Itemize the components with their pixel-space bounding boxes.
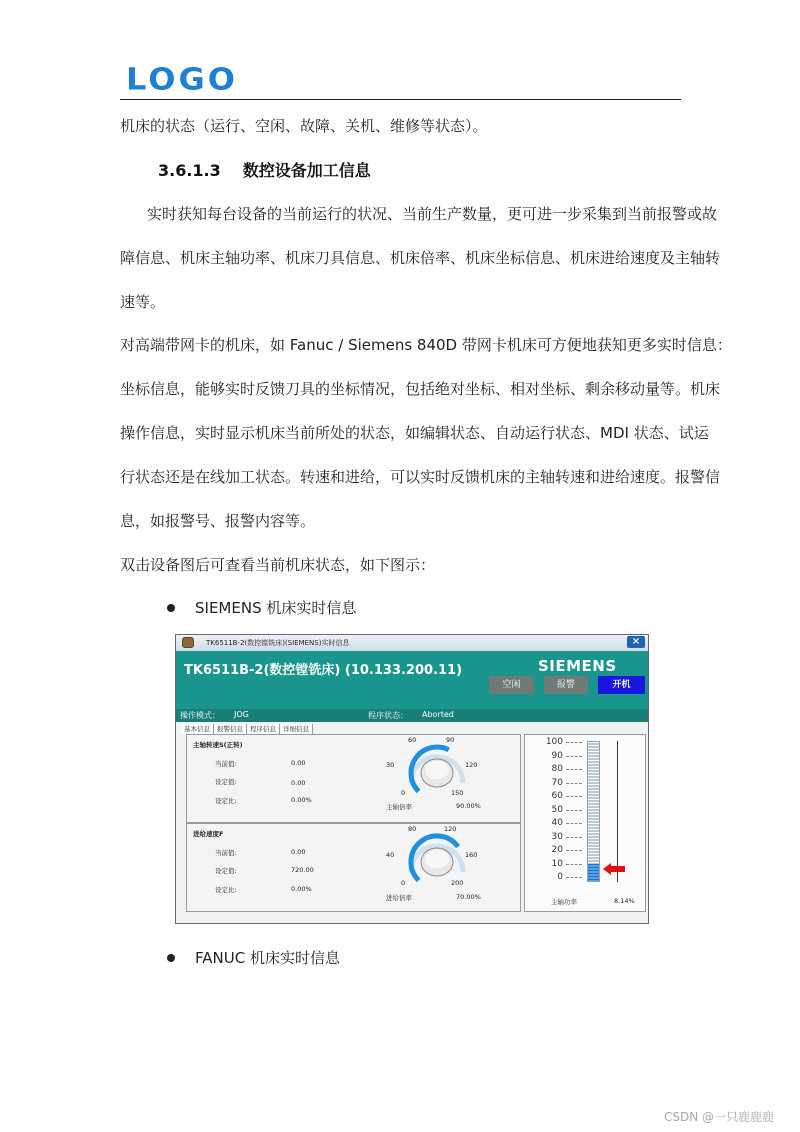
feed-set-value: 720.00: [291, 866, 314, 874]
feed-rate-value: 70.00%: [456, 893, 481, 901]
feed-ratio-label: 设定比:: [215, 886, 237, 894]
spindle-ratio-label: 设定比:: [215, 797, 237, 805]
tab-alarm[interactable]: 报警信息: [214, 724, 247, 734]
feed-current-label: 当前值:: [215, 849, 237, 857]
paragraph-line: 实时获知每台设备的当前运行的状况、当前生产数量，更可进一步采集到当前报警或故: [147, 205, 718, 223]
power-on-status-button[interactable]: 开机: [598, 676, 645, 694]
power-pointer-icon: [603, 863, 627, 875]
power-value: 8.14%: [614, 897, 635, 905]
feed-knob-highlight: [425, 850, 449, 868]
spindle-current-label: 当前值:: [215, 760, 237, 768]
spindle-power-panel: [524, 734, 646, 912]
program-status-label: 程序状态：: [368, 711, 408, 720]
feed-tick-160: 160: [465, 851, 478, 859]
idle-status-button[interactable]: 空闲: [489, 676, 534, 694]
power-scale-tick-mark: [566, 756, 582, 758]
feed-tick-0: 0: [401, 879, 406, 887]
paragraph-line: 速等。: [120, 293, 166, 311]
power-scale-tick-label: 0: [557, 872, 563, 882]
program-status-value: Aborted: [422, 710, 454, 719]
window-titlebar: [176, 635, 648, 652]
paragraph-line: 操作信息，实时显示机床当前所处的状态，如编辑状态、自动运行状态、MDI 状态、试运: [120, 424, 709, 442]
window-title: TK6511B-2(数控镗铣床)(SIEMENS)实时信息: [206, 639, 350, 647]
mode-label: 操作模式：: [180, 711, 220, 720]
power-scale-tick-label: 20: [551, 845, 563, 855]
power-bar-fill: [588, 864, 599, 881]
power-scale-tick-label: 60: [551, 791, 563, 801]
power-scale-tick-label: 90: [551, 750, 563, 761]
spindle-tick-90: 90: [446, 736, 455, 744]
section-number: 3.6.1.3: [158, 161, 221, 180]
power-scale-tick-mark: [566, 837, 582, 839]
machine-header: [176, 651, 648, 709]
spindle-current-value: 0.00: [291, 759, 306, 767]
feed-rate-label: 进给倍率: [386, 894, 412, 902]
spindle-tick-30: 30: [386, 761, 395, 769]
bullet-dot-icon: [167, 604, 175, 612]
power-scale-tick-label: 70: [551, 777, 563, 788]
paragraph-line: 坐标信息，能够实时反馈刀具的坐标情况，包括绝对坐标、相对坐标、剩余移动量等。机床: [120, 380, 721, 398]
spindle-tick-60: 60: [408, 736, 417, 744]
bullet-text: SIEMENS 机床实时信息: [195, 599, 357, 617]
realtime-window: [175, 634, 649, 924]
close-button[interactable]: ×: [627, 636, 645, 648]
spindle-rate-label: 主轴倍率: [386, 803, 412, 811]
spindle-ratio-value: 0.00%: [291, 796, 312, 804]
spindle-set-label: 设定值:: [215, 778, 237, 786]
section-title: 数控设备加工信息: [242, 161, 371, 180]
watermark: CSDN @一只鹿鹿鹿: [663, 1110, 774, 1124]
spindle-tick-150: 150: [451, 789, 464, 797]
tab-program[interactable]: 程序信息: [247, 724, 280, 734]
app-icon: [182, 637, 194, 648]
feed-ratio-value: 0.00%: [291, 885, 312, 893]
power-scale-tick-mark: [566, 783, 582, 785]
tab-detail[interactable]: 详细信息: [280, 724, 313, 734]
power-needle-line: [617, 741, 618, 882]
power-scale-tick-label: 10: [551, 858, 563, 869]
power-scale-tick-mark: [566, 864, 582, 866]
paragraph-line: 机床的状态（运行、空闲、故障、关机、维修等状态）。: [120, 117, 488, 135]
power-scale-tick-mark: [566, 823, 582, 825]
alarm-status-button[interactable]: 报警: [544, 676, 588, 694]
spindle-set-value: 0.00: [291, 779, 306, 787]
bullet-item: [167, 597, 356, 618]
feed-tick-120: 120: [444, 825, 457, 833]
power-scale-tick-label: 40: [551, 818, 563, 828]
feed-tick-40: 40: [386, 851, 395, 859]
paragraph-line: 息，如报警号、报警内容等。: [120, 512, 316, 530]
feed-current-value: 0.00: [291, 848, 306, 856]
power-bar-track: [587, 741, 600, 882]
mode-bar: [176, 709, 648, 722]
power-scale-tick-mark: [566, 877, 582, 879]
header-rule: [120, 99, 681, 100]
power-label: 主轴功率: [551, 898, 577, 906]
spindle-knob-highlight: [425, 761, 449, 779]
feed-tick-200: 200: [451, 879, 464, 887]
feed-title: 进给速度F: [193, 830, 224, 838]
paragraph-line: 对高端带网卡的机床，如 Fanuc / Siemens 840D 带网卡机床可方便地获知更多实时信息：: [120, 336, 732, 354]
spindle-tick-0: 0: [401, 789, 406, 797]
spindle-tick-120: 120: [465, 761, 478, 769]
power-scale-tick-mark: [566, 810, 582, 812]
power-scale-tick-label: 50: [551, 804, 563, 815]
spindle-title: 主轴转速S(正转): [193, 741, 243, 749]
mode-value: JOG: [234, 710, 249, 719]
paragraph-line: 行状态还是在线加工状态。转速和进给，可以实时反馈机床的主轴转速和进给速度。报警信: [120, 468, 721, 486]
paragraph-line: 双击设备图后可查看当前机床状态，如下图示：: [120, 556, 436, 574]
power-scale-tick-mark: [566, 769, 582, 771]
bullet-dot-icon: [167, 954, 175, 962]
machine-name: TK6511B-2(数控镗铣床) (10.133.200.11): [184, 663, 463, 678]
power-scale-tick-mark: [566, 796, 582, 798]
spindle-rate-value: 90.00%: [456, 802, 481, 810]
power-scale-tick-mark: [566, 850, 582, 852]
spindle-panel: [186, 734, 521, 823]
brand-label: SIEMENS: [538, 657, 617, 675]
logo: LOGO: [126, 60, 238, 98]
feed-set-label: 设定值:: [215, 867, 237, 875]
power-scale-tick-label: 30: [551, 831, 563, 842]
power-scale-tick-mark: [566, 742, 582, 744]
paragraph-line: 障信息、机床主轴功率、机床刀具信息、机床倍率、机床坐标信息、机床进给速度及主轴转: [120, 249, 721, 267]
feed-tick-80: 80: [408, 825, 417, 833]
section-heading: [158, 158, 371, 181]
power-scale-tick-label: 100: [545, 737, 563, 747]
bullet-text: FANUC 机床实时信息: [195, 949, 340, 967]
tab-basic[interactable]: 基本信息: [181, 724, 214, 734]
power-scale-tick-label: 80: [551, 764, 563, 774]
bullet-item: [167, 947, 340, 968]
feed-panel: [186, 823, 521, 912]
